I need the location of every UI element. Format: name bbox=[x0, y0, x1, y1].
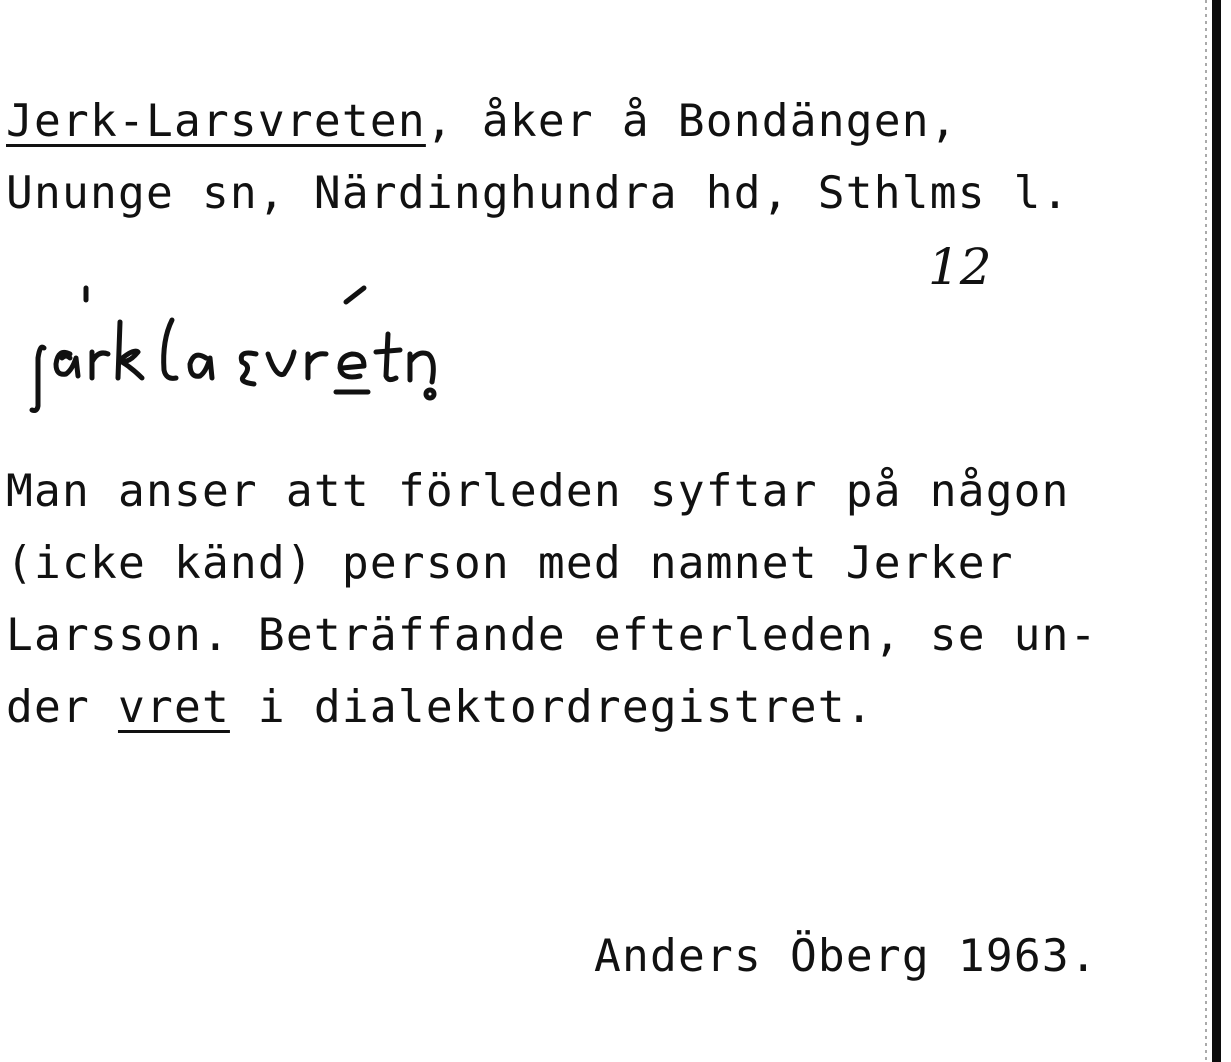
phonetic-transcription-text: jårklasvretn bbox=[0, 230, 8, 231]
cross-reference-vret: vret bbox=[117, 682, 230, 733]
description-line-3: Larsson. Beträffande efterleden, se un- bbox=[6, 610, 1098, 661]
place-name-heading bbox=[6, 86, 1070, 230]
description-line-2: (icke känd) person med namnet Jerker bbox=[6, 538, 1014, 589]
handwritten-number: 12 bbox=[928, 238, 992, 296]
phonetic-transcription bbox=[32, 288, 434, 411]
description-line-1: Man anser att förleden syftar på någon bbox=[6, 466, 1070, 517]
signature: Anders Öberg 1963. bbox=[594, 931, 1098, 982]
description-line-4-start: der bbox=[6, 682, 118, 733]
heading-rest: , åker å Bondängen, bbox=[425, 96, 958, 147]
card-edge-shadow bbox=[1205, 0, 1207, 1062]
headword: Jerk-Larsvreten bbox=[6, 96, 426, 147]
handwritten-annotation bbox=[0, 230, 1050, 430]
description-line-4-end: i dialektordregistret. bbox=[229, 682, 874, 733]
parish-line: Ununge sn, Närdinghundra hd, Sthlms l. bbox=[6, 168, 1070, 219]
description-text bbox=[6, 456, 1098, 744]
card-right-border bbox=[1212, 0, 1221, 1062]
